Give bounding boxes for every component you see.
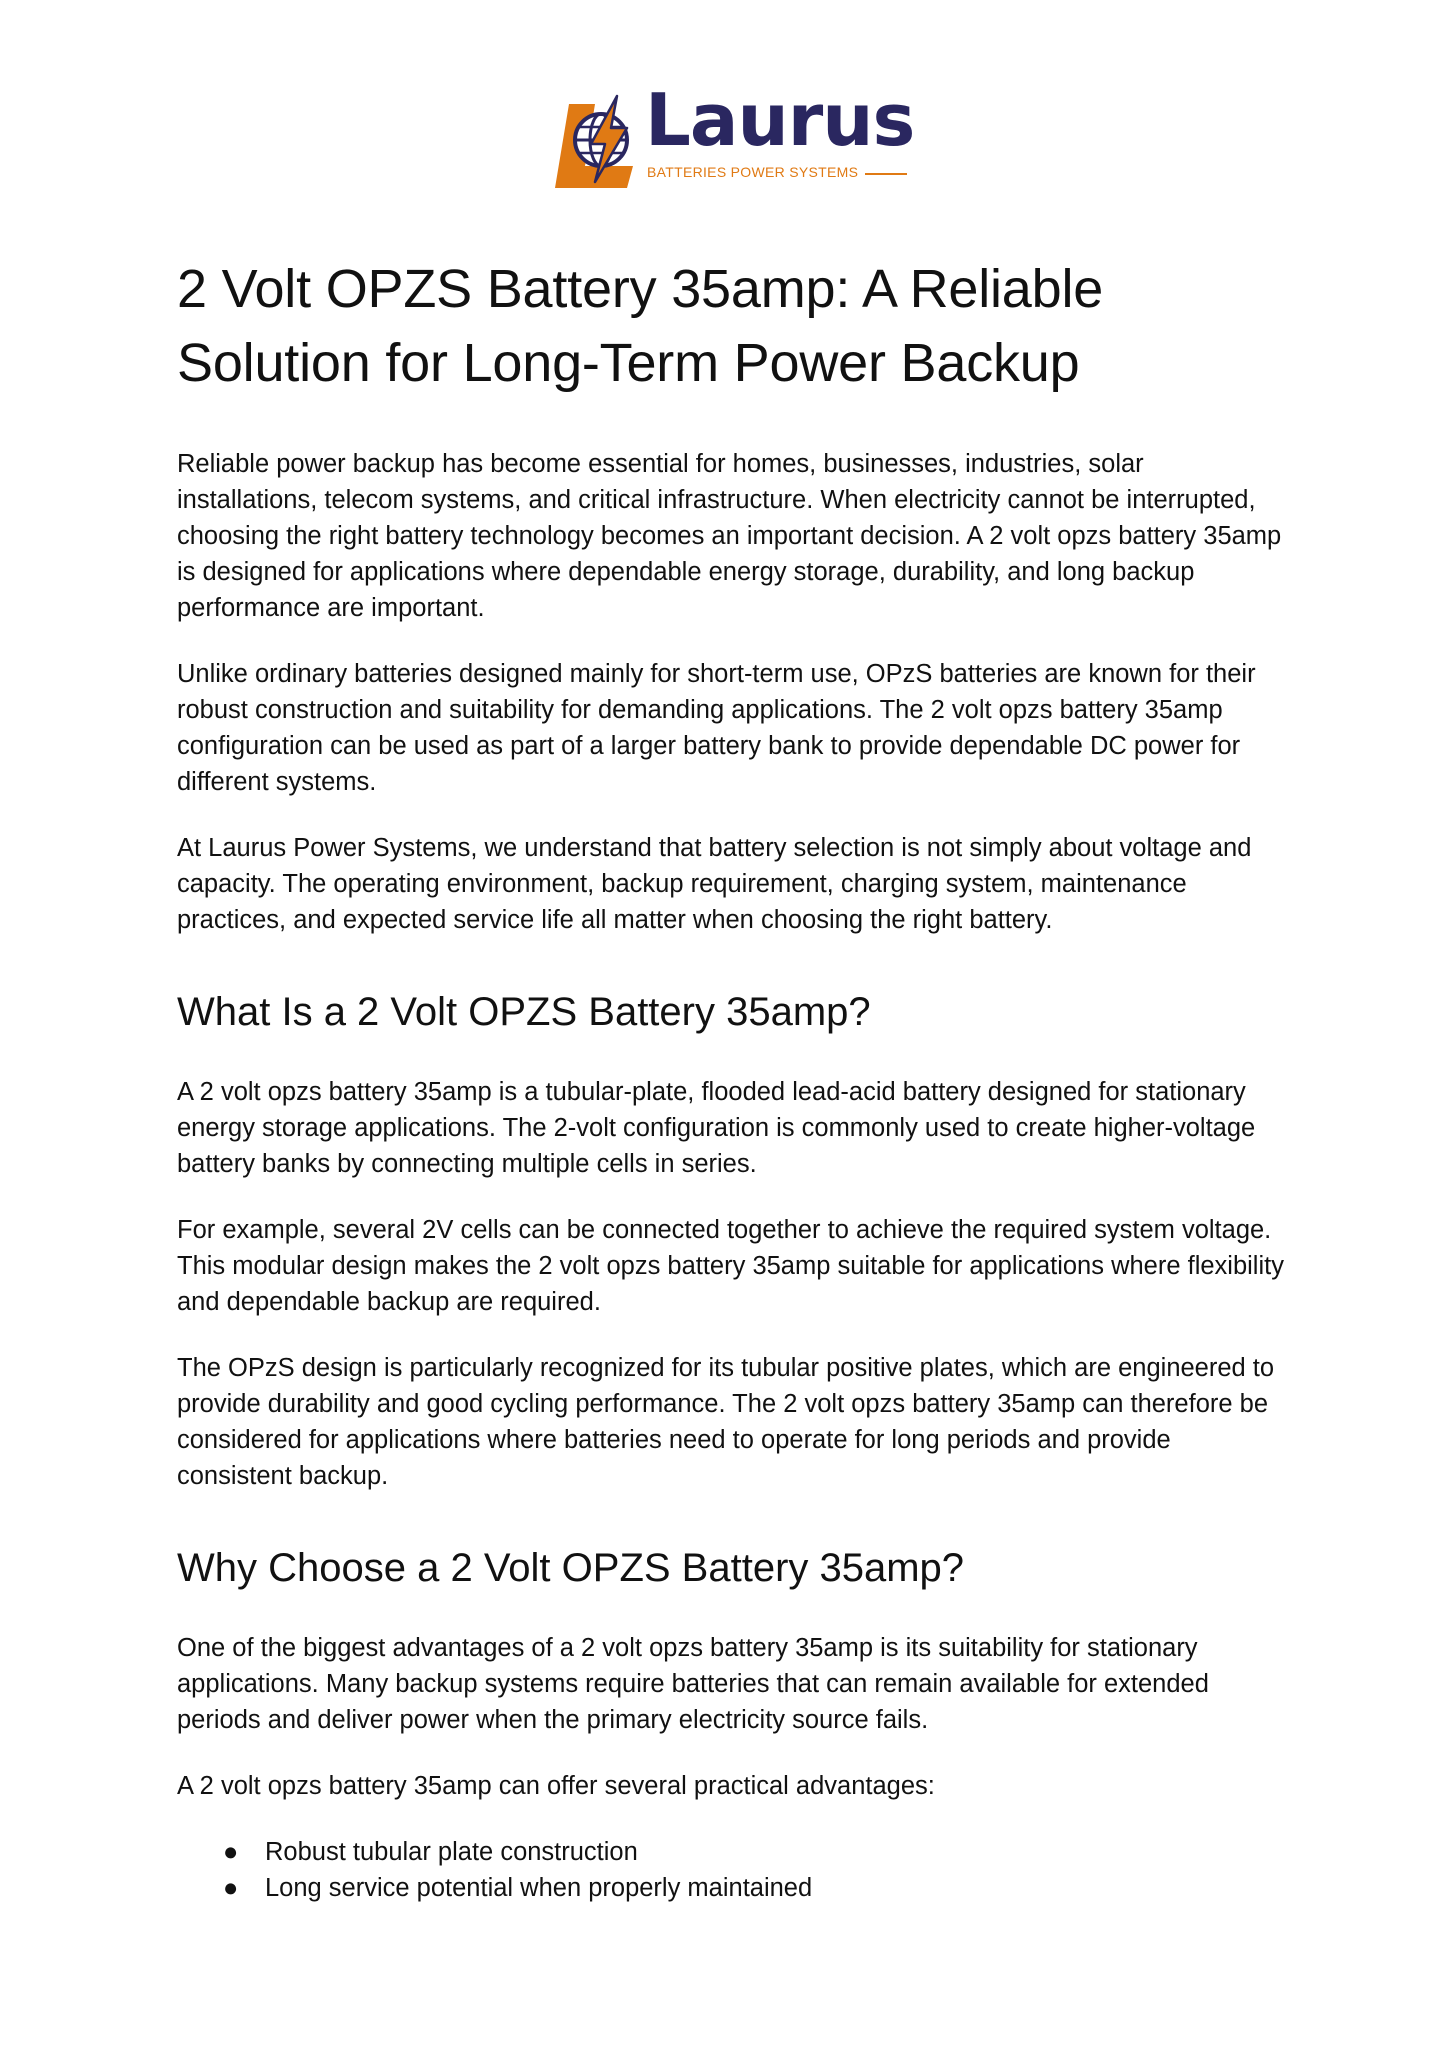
list-item	[177, 1870, 1287, 1906]
bullet-icon: ●	[223, 1838, 239, 1866]
advantages-list	[177, 1834, 1287, 1906]
intro-paragraph-1: Reliable power backup has become essential for homes, businesses, industries, solar installations, telecom systems, and critical infrastructure. When electricity cannot be interrupted, choosing the right battery technology becomes an important decision. A 2 volt opzs battery 35amp is designed for applications where dependable energy storage, durability, and long backup performance are important.	[177, 450, 1282, 622]
intro-paragraph-2: Unlike ordinary batteries designed mainly for short-term use, OPzS batteries are known for their robust construction and suitability for demanding applications. The 2 volt opzs battery 35amp configuration can be used as part of a larger battery bank to provide dependable DC power for different systems.	[177, 660, 1256, 796]
section1-paragraph-1: A 2 volt opzs battery 35amp is a tubular-plate, flooded lead-acid battery designed for stationary energy storage applications. The 2-volt configuration is commonly used to create higher-voltage battery banks by connecting multiple cells in series.	[177, 1078, 1256, 1178]
logo-tagline-rule	[865, 173, 907, 175]
list-item-text: Robust tubular plate construction	[265, 1838, 638, 1866]
logo-wordmark: Laurus	[645, 78, 915, 162]
section-heading-why-choose: Why Choose a 2 Volt OPZS Battery 35amp?	[177, 1546, 965, 1590]
section2-paragraph-2: A 2 volt opzs battery 35amp can offer several practical advantages:	[177, 1772, 935, 1800]
logo-tagline: BATTERIES POWER SYSTEMS	[647, 164, 859, 180]
bullet-icon: ●	[223, 1874, 239, 1902]
list-item	[177, 1834, 1287, 1870]
battery-bolt-logo-icon	[555, 92, 645, 192]
page-title: 2 Volt OPZS Battery 35amp: A Reliable Solution for Long-Term Power Backup	[177, 259, 1104, 393]
laurus-logo	[555, 78, 915, 192]
document-body	[177, 252, 1287, 1906]
intro-paragraph-3: At Laurus Power Systems, we understand that battery selection is not simply about voltage and capacity. The operating environment, backup requirement, charging system, maintenance practices, and expected service life all matter when choosing the right battery.	[177, 834, 1252, 934]
section1-paragraph-2: For example, several 2V cells can be connected together to achieve the required system voltage. This modular design makes the 2 volt opzs battery 35amp suitable for applications where flexibility and dependable backup are required.	[177, 1216, 1284, 1316]
list-item-text: Long service potential when properly maintained	[265, 1874, 813, 1902]
section-heading-what-is: What Is a 2 Volt OPZS Battery 35amp?	[177, 990, 871, 1034]
section1-paragraph-3: The OPzS design is particularly recognized for its tubular positive plates, which are engineered to provide durability and good cycling performance. The 2 volt opzs battery 35amp can therefore be considered for applications where batteries need to operate for long periods and provide consistent backup.	[177, 1354, 1275, 1490]
section2-paragraph-1: One of the biggest advantages of a 2 volt opzs battery 35amp is its suitability for stationary applications. Many backup systems require batteries that can remain available for extended periods and deliver power when the primary electricity source fails.	[177, 1634, 1209, 1734]
